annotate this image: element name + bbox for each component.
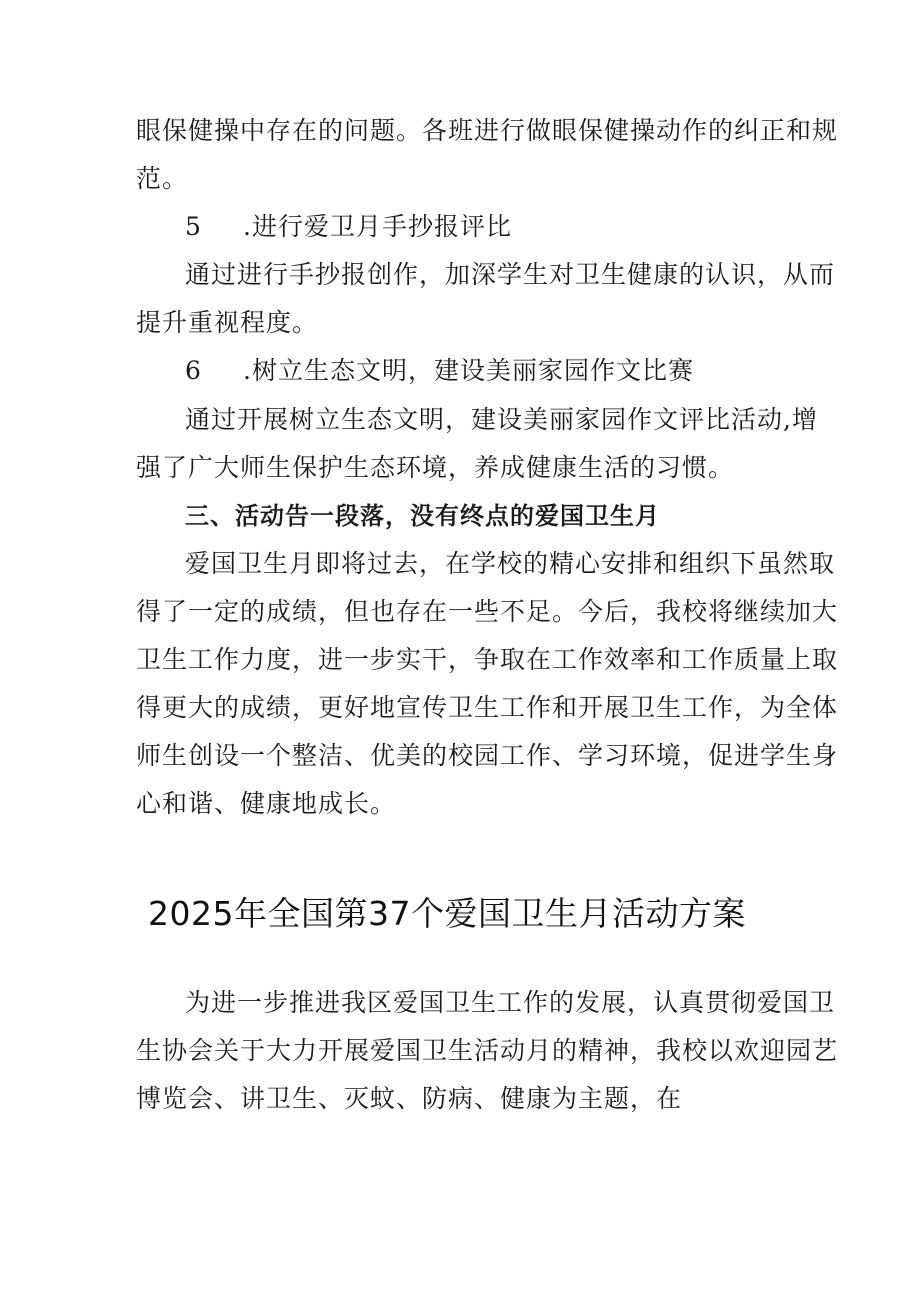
paragraph-line: 通过进行手抄报创作，加深学生对卫生健康的认识，从而 (185, 260, 836, 289)
list-item-heading-5 (185, 210, 512, 244)
paragraph-line: 爱国卫生月即将过去，在学校的精心安排和组织下虽然取 (185, 549, 836, 578)
paragraph-line: 为进一步推进我区爱国卫生工作的发展，认真贯彻爱国卫 (185, 988, 836, 1017)
document-title: 2025年全国第37个爱国卫生月活动方案 (148, 894, 746, 933)
paragraph-line: 生协会关于大力开展爱国卫生活动月的精神，我校以欢迎园艺 (136, 1036, 839, 1065)
list-item-title: .树立生态文明，建设美丽家园作文比赛 (243, 356, 694, 385)
paragraph-line: 范。 (136, 164, 189, 193)
paragraph-line: 得更大的成绩，更好地宣传卫生工作和开展卫生工作，为全体 (136, 693, 839, 722)
paragraph-line: 眼保健操中存在的问题。各班进行做眼保健操动作的纠正和规 (136, 116, 839, 145)
paragraph-line: 强了广大师生保护生态环境，养成健康生活的习惯。 (136, 453, 735, 482)
paragraph-line: 卫生工作力度，进一步实干，争取在工作效率和工作质量上取 (136, 645, 839, 674)
paragraph-line: 提升重视程度。 (136, 308, 319, 337)
list-item-number: 5 (185, 212, 202, 241)
paragraph-line: 师生创设一个整洁、优美的校园工作、学习环境，促进学生身 (136, 741, 839, 770)
paragraph-line: 通过开展树立生态文明，建设美丽家园作文评比活动,增 (185, 405, 818, 434)
list-item-number: 6 (185, 356, 202, 385)
list-item-title: .进行爱卫月手抄报评比 (243, 212, 512, 241)
paragraph-line: 心和谐、健康地成长。 (136, 789, 397, 818)
paragraph-line: 得了一定的成绩，但也存在一些不足。今后，我校将继续加大 (136, 597, 839, 626)
section-heading: 三、活动告一段落，没有终点的爱国卫生月 (185, 502, 660, 530)
list-item-heading-6 (185, 354, 694, 388)
paragraph-line: 博览会、讲卫生、灭蚊、防病、健康为主题，在 (136, 1084, 683, 1113)
